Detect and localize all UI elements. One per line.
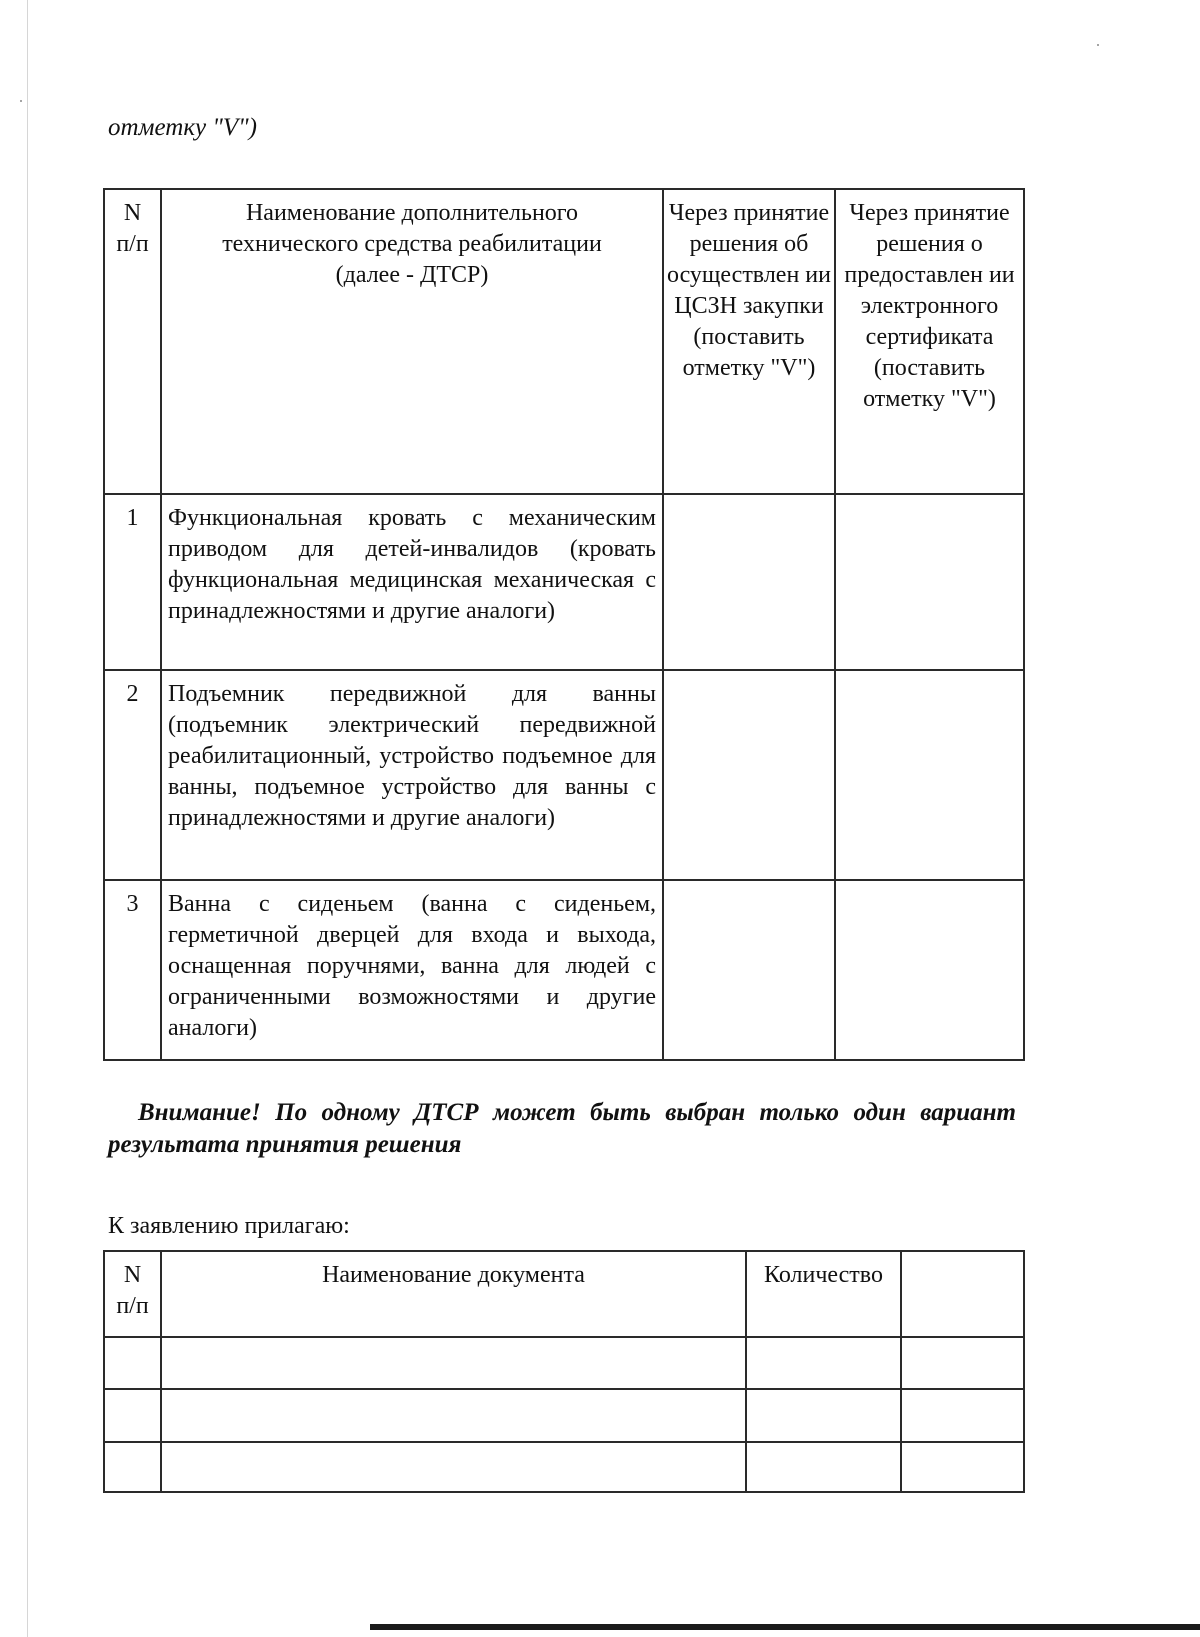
header-document-name: Наименование документа [161,1251,746,1337]
attachment-name-cell[interactable] [161,1337,746,1389]
table-row [104,880,1024,1060]
table-row [104,1442,1024,1492]
dtsr-table-header-row [104,189,1024,494]
scan-speck [1097,44,1099,46]
header-dtsr-name: Наименование дополнительного технического средства реабилитации (далее - ДТСР) [161,189,663,494]
scan-speck [20,100,22,102]
attachment-number-cell[interactable] [104,1337,161,1389]
row-number: 1 [104,494,161,670]
certificate-mark-cell[interactable] [835,494,1024,670]
procurement-mark-cell[interactable] [663,494,835,670]
dtsr-name: Подъемник передвижной для ванны (подъемник электрический передвижной реабилитационный, устройство подъемное для ванны, подъемное устройство для ванны с принадлежностями и другие аналоги) [161,670,663,880]
attachment-quantity-cell[interactable] [746,1389,901,1442]
attachment-number-cell[interactable] [104,1442,161,1492]
attachments-table [103,1250,1025,1493]
header-certificate: Через принятие решения о предоставлен ии электронного сертификата (поставить отметку "V") [835,189,1024,494]
dtsr-name: Функциональная кровать с механическим приводом для детей-инвалидов (кровать функциональная медицинская механическая с принадлежностями и другие аналоги) [161,494,663,670]
attachments-header-row [104,1251,1024,1337]
attachment-quantity-cell[interactable] [746,1337,901,1389]
intro-tail-text: отметку "V") [108,114,257,141]
header-number: N п/п [104,1251,161,1337]
table-row [104,494,1024,670]
attachment-extra-cell[interactable] [901,1337,1024,1389]
table-row [104,1337,1024,1389]
procurement-mark-cell[interactable] [663,670,835,880]
row-number: 3 [104,880,161,1060]
procurement-mark-cell[interactable] [663,880,835,1060]
table-row [104,1389,1024,1442]
scan-bottom-edge [370,1624,1200,1630]
header-procurement: Через принятие решения об осуществлен ии ЦСЗН закупки (поставить отметку "V") [663,189,835,494]
row-number: 2 [104,670,161,880]
certificate-mark-cell[interactable] [835,880,1024,1060]
scan-left-edge [27,0,28,1637]
dtsr-table [103,188,1025,1061]
attachment-number-cell[interactable] [104,1389,161,1442]
header-extra [901,1251,1024,1337]
attachment-label: К заявлению прилагаю: [108,1213,350,1239]
header-number: N п/п [104,189,161,494]
attachment-extra-cell[interactable] [901,1442,1024,1492]
attachment-name-cell[interactable] [161,1389,746,1442]
header-quantity: Количество [746,1251,901,1337]
attachment-quantity-cell[interactable] [746,1442,901,1492]
dtsr-name: Ванна с сиденьем (ванна с сиденьем, герметичной дверцей для входа и выхода, оснащенная поручнями, ванна для людей с ограниченными возможностями и другие аналоги) [161,880,663,1060]
attention-notice: Внимание! По одному ДТСР может быть выбран только один вариант результата принятия решения [108,1099,1016,1158]
attachment-name-cell[interactable] [161,1442,746,1492]
certificate-mark-cell[interactable] [835,670,1024,880]
attachment-extra-cell[interactable] [901,1389,1024,1442]
table-row [104,670,1024,880]
